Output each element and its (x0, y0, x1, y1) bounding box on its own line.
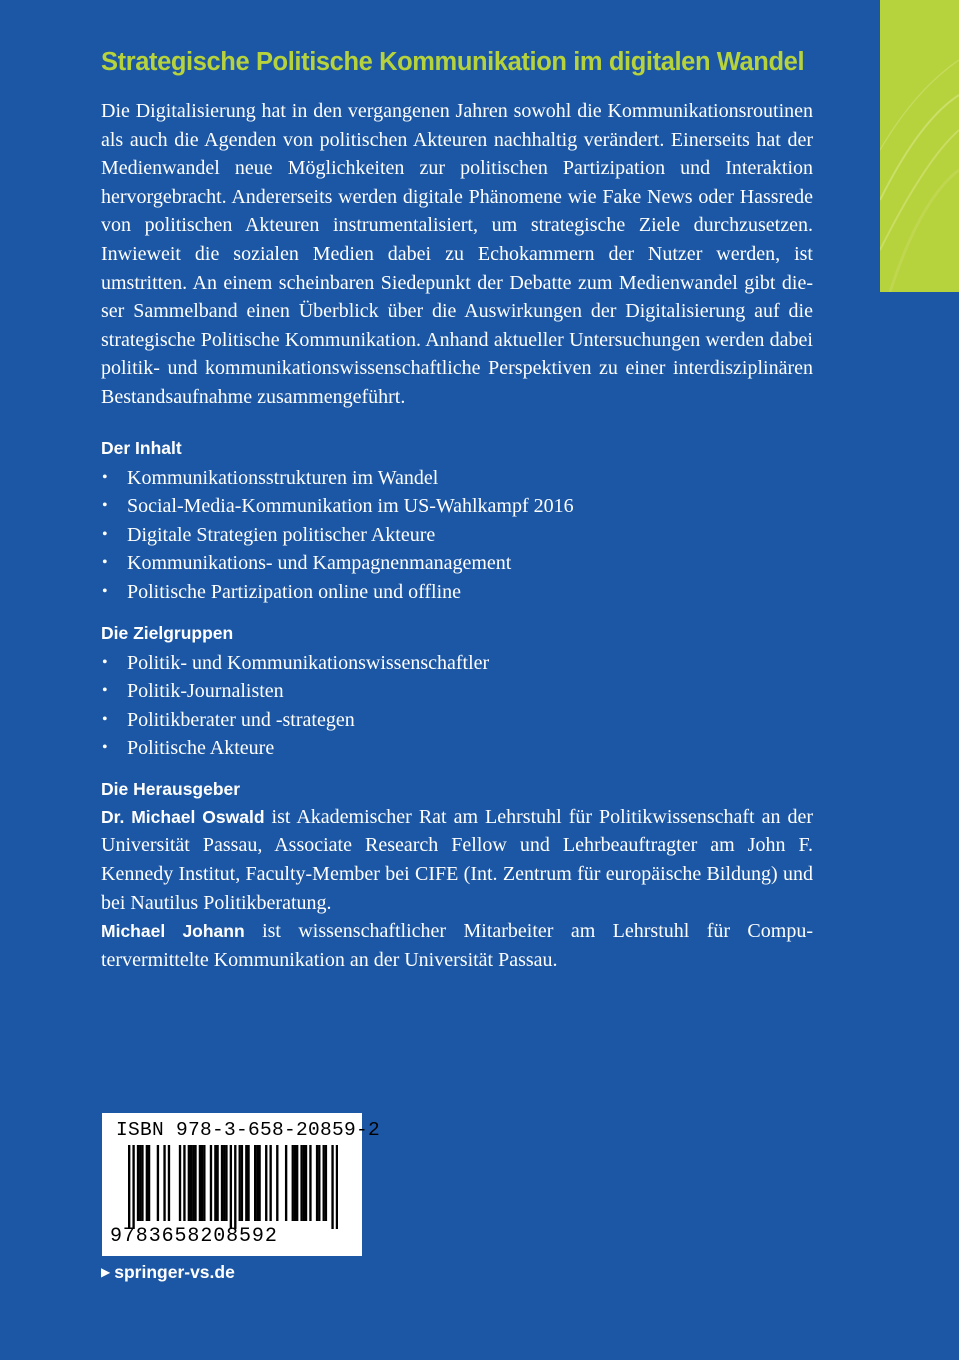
isbn-number: ISBN 978-3-658-20859-2 (116, 1119, 381, 1141)
list-item: • Kommunikationsstrukturen im Wandel (101, 464, 813, 493)
contents-heading: Der Inhalt (101, 437, 182, 458)
audience-heading: Die Zielgruppen (101, 622, 234, 643)
bullet-icon: • (102, 682, 108, 700)
list-item: • Politische Partizipation online und offline (101, 578, 813, 607)
barcode-bar (141, 1145, 143, 1221)
list-item: • Kommunikations- und Kampagnenmanagement (101, 549, 813, 578)
list-item: • Politik- und Kommunikationswissenschaftler (101, 649, 813, 678)
bullet-icon: • (102, 653, 108, 671)
barcode-bar (214, 1145, 216, 1221)
barcode-bar (305, 1145, 307, 1221)
barcode-bar (183, 1145, 185, 1221)
barcode-bar (192, 1145, 194, 1221)
decorative-curves (880, 0, 959, 292)
barcode-bar (139, 1145, 141, 1221)
barcode-bar (309, 1145, 311, 1221)
barcode-bar (269, 1145, 271, 1221)
book-title: Strategische Politische Kommunikation im digitalen Wandel (101, 48, 805, 76)
barcode-bar (146, 1145, 148, 1221)
editors-heading: Die Herausgeber (101, 778, 241, 799)
barcode-bar (223, 1145, 225, 1221)
barcode-bar (316, 1145, 318, 1221)
list-item: • Digitale Strategien politischer Akteure (101, 521, 813, 550)
isbn-barcode (102, 1113, 381, 1256)
barcode-bar (128, 1145, 130, 1229)
barcode-bar (318, 1145, 320, 1221)
barcode-bar (148, 1145, 150, 1221)
barcode-bar (265, 1145, 267, 1221)
barcode-bar (241, 1145, 243, 1221)
barcode-bar (239, 1145, 241, 1221)
accent-stripe (880, 0, 959, 292)
barcode-bar (245, 1145, 247, 1221)
editor-name: Dr. Michael Oswald (101, 806, 265, 827)
publisher-website[interactable] (101, 1262, 235, 1283)
list-item: • Politikberater und -strategen (101, 706, 813, 735)
barcode-bar (199, 1145, 201, 1221)
barcode-bar (132, 1145, 134, 1229)
barcode-digits: 9783658208592 (110, 1225, 278, 1248)
bullet-icon: • (102, 525, 108, 543)
barcode-bar (247, 1145, 249, 1221)
barcode-bar (157, 1145, 159, 1221)
barcode-bar (292, 1145, 294, 1221)
barcode-bar (276, 1145, 278, 1221)
barcode-bar (331, 1145, 333, 1229)
barcode-bar (225, 1145, 227, 1221)
barcode-bar (190, 1145, 192, 1221)
back-cover-content (101, 48, 813, 974)
arrow-right-icon: ▶ (101, 1265, 111, 1279)
bullet-icon: • (102, 497, 108, 515)
barcode-bar (194, 1145, 196, 1221)
barcode-bar (201, 1145, 203, 1221)
barcode-bar (216, 1145, 218, 1221)
bullet-icon: • (102, 468, 108, 486)
barcode-bar (258, 1145, 260, 1221)
barcode-bar (300, 1145, 302, 1221)
barcode-bar (203, 1145, 205, 1221)
barcode-bar (323, 1145, 325, 1221)
bullet-icon: • (102, 739, 108, 757)
barcode-bar (188, 1145, 190, 1221)
barcode-bar (325, 1145, 327, 1221)
editor-bio: ist wissenschaftlicher Mitarbeiter am Lehrstuhl für Computervermittelte Kommunikation an der Universität Passau. (101, 920, 813, 971)
editor-name: Michael Johann (101, 921, 245, 942)
barcode-bar (256, 1145, 258, 1221)
list-item: • Social-Media-Kommunikation im US-Wahlkampf 2016 (101, 492, 813, 521)
barcode-bar (168, 1145, 170, 1221)
intro-paragraph: Die Digitalisierung hat in den vergangenen Jahren sowohl die Kommunikationsroutinen als auch die Agenden von politischen Akteuren nachhaltig verändert. Einerseits hat der Medienwandel neue Möglichkeiten zur politischen Partizipation und Interaktion hervorgebracht. Andererseits werden digitale Phänomene wie Fake News oder Hassrede von politischen Akteuren instrumentalisiert, um strategische Ziele durchzusetzen. Inwieweit die sozialen Medien dabei zu Echokammern der Nutzer werden, ist umstritten. An einem scheinbaren Siedepunkt der Debatte zum Medienwandel gibt dieser Sammelband einen Überblick über die Auswirkungen der Digitalisierung auf die strategische Politische Kommunikation. Anhand aktueller Untersuchungen werden dabei politik- und kommunikationswissenschaftliche Perspektiven zu einer interdisziplinären Bestandsaufnahme zusammengeführt. (101, 100, 813, 408)
barcode-bar (163, 1145, 165, 1221)
barcode-bar (296, 1145, 298, 1221)
barcode-bar (234, 1145, 236, 1229)
editor-bio-johann (101, 917, 813, 974)
contents-list (101, 464, 813, 607)
barcode-bar (221, 1145, 223, 1221)
barcode-bar (210, 1145, 212, 1221)
barcode-bar (294, 1145, 296, 1221)
bullet-icon: • (102, 582, 108, 600)
barcode-bar (254, 1145, 256, 1221)
editor-bio-oswald (101, 803, 813, 917)
barcode-bar (285, 1145, 287, 1221)
bullet-icon: • (102, 710, 108, 728)
barcode-bars (128, 1145, 338, 1229)
website-label: springer-vs.de (114, 1262, 235, 1282)
list-item: • Politik-Journalisten (101, 677, 813, 706)
editor-bio: ist Akademischer Rat am Lehrstuhl für Politikwissenschaft an der Universität Passau, Associate Research Fellow und Lehrbeauftragter am John F. Kennedy Institut, Faculty-Member bei CIFE (Int. Zentrum für europäische Bildung) und bei Nautilus Politikberatung. (101, 805, 813, 914)
list-item: • Politische Akteure (101, 734, 813, 763)
barcode-bar (179, 1145, 181, 1221)
barcode-bar (230, 1145, 232, 1229)
audience-list (101, 649, 813, 763)
barcode-bar (137, 1145, 139, 1221)
barcode-bar (303, 1145, 305, 1221)
barcode-bar (336, 1145, 338, 1229)
bullet-icon: • (102, 554, 108, 572)
